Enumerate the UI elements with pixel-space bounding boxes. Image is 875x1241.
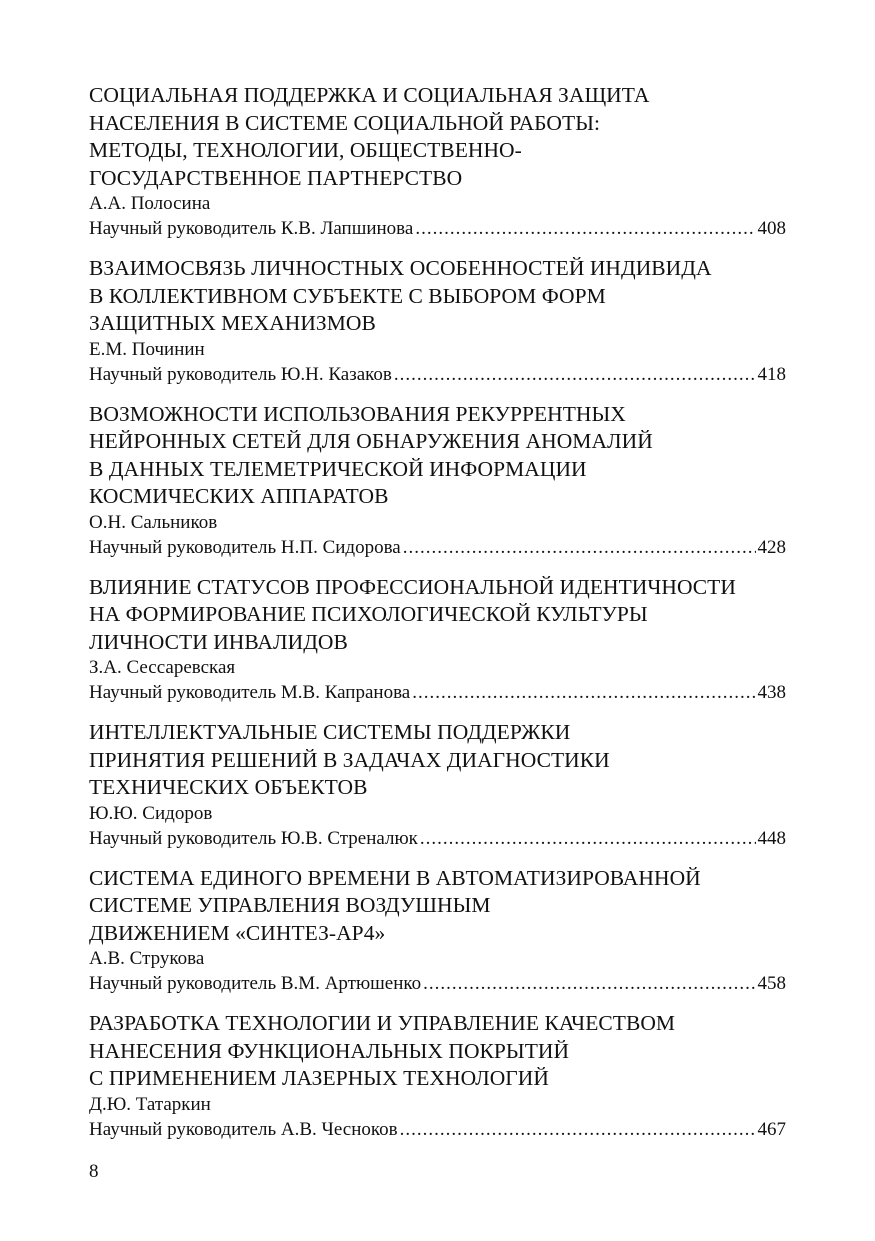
page-number: 8 <box>89 1161 99 1182</box>
entry-author: Д.Ю. Татаркин <box>89 1093 211 1115</box>
entry-page-number: 408 <box>757 218 786 239</box>
entry-page-number: 438 <box>757 682 786 703</box>
entry-supervisor: Научный руководитель М.В. Капранова <box>89 682 411 703</box>
entry-author: А.В. Струкова <box>89 948 205 969</box>
entry-page-number: 458 <box>757 973 786 994</box>
entry-title-line: ЗАЩИТНЫХ МЕХАНИЗМОВ <box>89 311 376 335</box>
entry-title-line: ПРИНЯТИЯ РЕШЕНИЙ В ЗАДАЧАХ ДИАГНОСТИКИ <box>89 747 610 772</box>
entry-supervisor-line <box>89 216 786 242</box>
entry-supervisor-line <box>89 362 786 388</box>
entry-title-line: РАЗРАБОТКА ТЕХНОЛОГИИ И УПРАВЛЕНИЕ КАЧЕСТВОМ <box>89 1011 676 1035</box>
entry-title-line: НАСЕЛЕНИЯ В СИСТЕМЕ СОЦИАЛЬНОЙ РАБОТЫ: <box>89 110 601 135</box>
entry-title-line: ЛИЧНОСТИ ИНВАЛИДОВ <box>89 629 348 654</box>
entry-page-number: 467 <box>757 1118 786 1140</box>
entry-author: А.А. Полосина <box>89 193 211 214</box>
entry-title-line: СИСТЕМЕ УПРАВЛЕНИЯ ВОЗДУШНЫМ <box>89 893 491 917</box>
entry-title-line: ИНТЕЛЛЕКТУАЛЬНЫЕ СИСТЕМЫ ПОДДЕРЖКИ <box>89 720 571 744</box>
entry-author: Е.М. Починин <box>89 338 205 360</box>
entry-title-line: НЕЙРОННЫХ СЕТЕЙ ДЛЯ ОБНАРУЖЕНИЯ АНОМАЛИЙ <box>89 429 653 453</box>
dot-leader <box>412 680 755 706</box>
entry-page-number: 428 <box>757 536 786 558</box>
entry-supervisor-line <box>89 535 786 561</box>
dot-leader <box>400 1117 756 1143</box>
toc-entry <box>89 255 786 388</box>
entry-title-line: В КОЛЛЕКТИВНОМ СУБЪЕКТЕ С ВЫБОРОМ ФОРМ <box>89 283 606 308</box>
entry-title-line: НА ФОРМИРОВАНИЕ ПСИХОЛОГИЧЕСКОЙ КУЛЬТУРЫ <box>89 602 648 626</box>
entry-title-line: ТЕХНИЧЕСКИХ ОБЪЕКТОВ <box>89 775 368 799</box>
entry-title-line: КОСМИЧЕСКИХ АППАРАТОВ <box>89 484 389 508</box>
entry-title-line: ВЗАИМОСВЯЗЬ ЛИЧНОСТНЫХ ОСОБЕННОСТЕЙ ИНДИВИДА <box>89 256 712 280</box>
dot-leader <box>403 535 756 561</box>
entry-title-line: ВОЗМОЖНОСТИ ИСПОЛЬЗОВАНИЯ РЕКУРРЕНТНЫХ <box>89 401 626 426</box>
entry-title-line: В ДАННЫХ ТЕЛЕМЕТРИЧЕСКОЙ ИНФОРМАЦИИ <box>89 456 587 481</box>
toc-entry <box>89 719 786 852</box>
entry-supervisor: Научный руководитель Н.П. Сидорова <box>89 536 401 558</box>
entry-supervisor-line <box>89 1117 786 1143</box>
entry-title-line: НАНЕСЕНИЯ ФУНКЦИОНАЛЬНЫХ ПОКРЫТИЙ <box>89 1038 570 1063</box>
dot-leader <box>420 826 756 852</box>
toc-entry <box>89 865 786 998</box>
entry-title-line: ГОСУДАРСТВЕННОЕ ПАРТНЕРСТВО <box>89 165 463 190</box>
entry-supervisor: Научный руководитель В.М. Артюшенко <box>89 973 422 994</box>
entry-author: Ю.Ю. Сидоров <box>89 802 213 824</box>
entry-title-line: ВЛИЯНИЕ СТАТУСОВ ПРОФЕССИОНАЛЬНОЙ ИДЕНТИЧНОСТИ <box>89 574 736 599</box>
entry-page-number: 448 <box>757 827 786 849</box>
entry-title-line: СИСТЕМА ЕДИНОГО ВРЕМЕНИ В АВТОМАТИЗИРОВАННОЙ <box>89 865 701 890</box>
entry-author: З.А. Сессаревская <box>89 657 236 678</box>
entry-supervisor: Научный руководитель К.В. Лапшинова <box>89 218 414 239</box>
toc-entry <box>89 1010 786 1143</box>
dot-leader <box>394 362 756 388</box>
entry-supervisor: Научный руководитель Ю.В. Стреналюк <box>89 827 418 849</box>
entry-supervisor: Научный руководитель Ю.Н. Казаков <box>89 363 392 385</box>
toc-entry <box>89 574 786 707</box>
entry-title-line: СОЦИАЛЬНАЯ ПОДДЕРЖКА И СОЦИАЛЬНАЯ ЗАЩИТА <box>89 83 650 107</box>
toc-entry <box>89 82 786 242</box>
toc-entry <box>89 401 786 561</box>
entry-supervisor: Научный руководитель А.В. Чесноков <box>89 1118 398 1140</box>
entry-title-line: С ПРИМЕНЕНИЕМ ЛАЗЕРНЫХ ТЕХНОЛОГИЙ <box>89 1066 549 1090</box>
entry-supervisor-line <box>89 971 786 997</box>
entry-title-line: МЕТОДЫ, ТЕХНОЛОГИИ, ОБЩЕСТВЕННО- <box>89 138 522 162</box>
dot-leader <box>415 216 755 242</box>
table-of-contents <box>89 82 786 1156</box>
dot-leader <box>423 971 755 997</box>
entry-supervisor-line <box>89 826 786 852</box>
entry-page-number: 418 <box>757 363 786 385</box>
entry-supervisor-line <box>89 680 786 706</box>
entry-title-line: ДВИЖЕНИЕМ «СИНТЕЗ-АР4» <box>89 920 386 945</box>
entry-author: О.Н. Сальников <box>89 511 218 533</box>
